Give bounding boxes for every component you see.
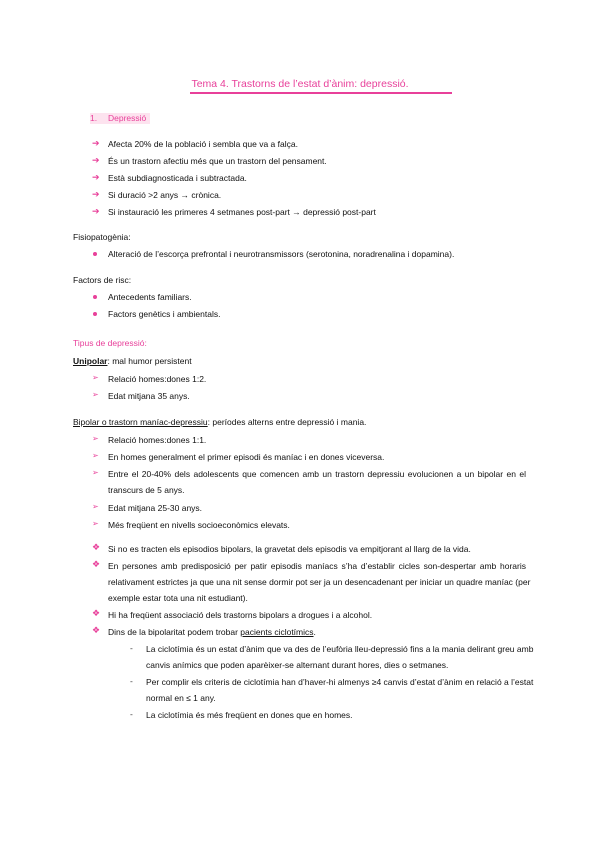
list-item-continuation: transcurs de 5 anys.: [108, 485, 185, 495]
list-item: En persones amb predisposició per patir episodis maníacs s’ha d’establir cicles son-despertar amb horaris: [108, 561, 526, 571]
factors-heading: Factors de risc:: [73, 275, 132, 285]
bullet-dot-icon: [93, 312, 97, 316]
unipolar-label: Unipolar: [73, 356, 108, 366]
chevron-right-icon: ➢: [92, 468, 99, 477]
list-item: Edat mitjana 35 anys.: [108, 391, 190, 401]
list-item: Està subdiagnosticada i subtractada.: [108, 173, 247, 183]
list-item-continuation: canvis anímics que poden aparèixer-se alternant durant hores, dies o setmanes.: [146, 660, 449, 670]
arrow-right-icon: ➔: [92, 155, 100, 165]
dash-icon: -: [130, 643, 133, 653]
list-item: Edat mitjana 25-30 anys.: [108, 503, 203, 513]
list-item: Si duració >2 anys → crònica.: [108, 190, 222, 200]
dash-icon: -: [130, 709, 133, 719]
tipus-heading: Tipus de depressió:: [73, 338, 147, 348]
list-item: Hi ha freqüent associació dels trastorns bipolars a drogues i a alcohol.: [108, 610, 373, 620]
list-item: Relació homes:dones 1:1.: [108, 435, 207, 445]
bullet-dot-icon: [93, 295, 97, 299]
list-item-text: .: [313, 627, 316, 637]
bipolar-label: Bipolar o trastorn maníac-depressiu: [73, 417, 208, 427]
section-heading-depressio: [90, 113, 150, 124]
list-item-continuation: relativament estrictes ja que una nit sense dormir pot ser ja un desencadenant per iniciar un quadre maníac (per: [108, 577, 531, 587]
list-item: Alteració de l’escorça prefrontal i neurotransmissors (serotonina, noradrenalina i dopamina).: [108, 249, 455, 259]
list-item: En homes generalment el primer episodi és maníac i en dones viceversa.: [108, 452, 385, 462]
chevron-right-icon: ➢: [92, 390, 99, 399]
list-item: Antecedents familiars.: [108, 292, 192, 302]
unipolar-desc: : mal humor persistent: [107, 356, 192, 366]
list-item-text: Dins de la bipolaritat podem trobar: [108, 627, 241, 637]
diamond-bullet-icon: ❖: [92, 608, 101, 618]
list-item: Si instauració les primeres 4 setmanes post-part → depressió post-part: [108, 207, 376, 217]
list-item: Relació homes:dones 1:2.: [108, 374, 207, 384]
ciclotimics-link-text: pacients ciclotímics: [240, 627, 314, 637]
arrow-right-icon: ➔: [92, 172, 100, 182]
section-number: 1.: [90, 113, 98, 123]
chevron-right-icon: ➢: [92, 502, 99, 511]
section-label: Depressió: [108, 113, 147, 123]
unipolar-line: [73, 356, 192, 366]
list-item-continuation: exemple estar tota una nit estudiant).: [108, 593, 248, 603]
dash-icon: -: [130, 676, 133, 686]
list-item-continuation: normal en ≤ 1 any.: [146, 693, 216, 703]
chevron-right-icon: ➢: [92, 434, 99, 443]
list-item: Si no es tracten els episodios bipolars, la gravetat dels episodis va empitjorant al llarg de la vida.: [108, 544, 471, 554]
bipolar-line: [73, 417, 366, 427]
bullet-dot-icon: [93, 252, 97, 256]
chevron-right-icon: ➢: [92, 373, 99, 382]
diamond-bullet-icon: ❖: [92, 559, 101, 569]
chevron-right-icon: ➢: [92, 451, 99, 460]
bipolar-desc: : períodes alterns entre depressió i mania.: [207, 417, 367, 427]
title-underline: [190, 92, 452, 94]
list-item: La ciclotímia és més freqüent en dones que en homes.: [146, 710, 353, 720]
arrow-right-icon: ➔: [92, 206, 100, 216]
arrow-right-icon: ➔: [92, 138, 100, 148]
fisiopatogenia-heading: Fisiopatogènia:: [73, 232, 131, 242]
list-item: Afecta 20% de la població i sembla que va a falça.: [108, 139, 298, 149]
list-item: Més freqüent en nivells socioeconòmics elevats.: [108, 520, 290, 530]
page-title: Tema 4. Trastorns de l’estat d’ànim: depressió.: [191, 78, 409, 90]
chevron-right-icon: ➢: [92, 519, 99, 528]
diamond-bullet-icon: ❖: [92, 625, 101, 635]
diamond-bullet-icon: ❖: [92, 542, 101, 552]
list-item: [108, 627, 316, 637]
list-item: La ciclotímia és un estat d’ànim que va des de l’eufòria lleu-depressió fins a la mania delirant greu amb: [146, 644, 534, 654]
list-item: Factors genètics i ambientals.: [108, 309, 221, 319]
list-item: És un trastorn afectiu més que un trastorn del pensament.: [108, 156, 327, 166]
arrow-right-icon: ➔: [92, 189, 100, 199]
list-item: Entre el 20-40% dels adolescents que comencen amb un trastorn depressiu evolucionen a un bipolar en el: [108, 469, 526, 479]
list-item: Per complir els criteris de ciclotímia han d’haver-hi almenys ≥4 canvis d’estat d’ànim en relació a l’estat: [146, 677, 534, 687]
